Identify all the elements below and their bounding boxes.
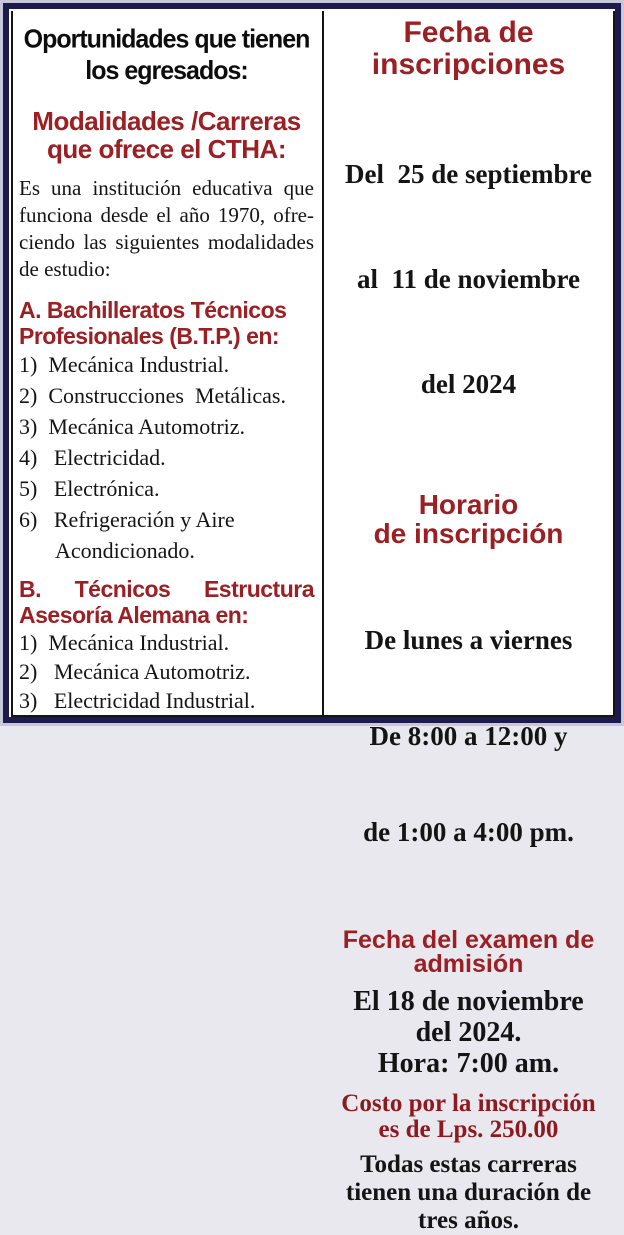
schedule-title-line1: Horario bbox=[418, 489, 519, 520]
duration-text bbox=[328, 1151, 609, 1235]
intro-line2: funciona desde el año 1970, ofre- bbox=[19, 203, 314, 227]
schedule-line1: De lunes a viernes bbox=[364, 625, 573, 655]
exam-block bbox=[328, 928, 609, 1079]
inscription-dates-title bbox=[328, 17, 609, 81]
inscription-dates-line1: Del 25 de septiembre bbox=[345, 159, 592, 189]
cost-line1: Costo por la inscripción bbox=[341, 1090, 596, 1117]
list-item: 4) Electricidad. bbox=[19, 445, 166, 470]
exam-title bbox=[328, 928, 609, 976]
duration-line1: Todas estas carreras bbox=[360, 1151, 577, 1178]
cost-text bbox=[328, 1091, 609, 1143]
cost-line2: es de Lps. 250.00 bbox=[378, 1116, 559, 1143]
inscription-dates-line2: al 11 de noviembre bbox=[356, 264, 580, 294]
institution-intro-paragraph bbox=[19, 175, 314, 283]
inscription-dates-title-line1: Fecha de bbox=[403, 16, 534, 49]
modalities-subtitle bbox=[19, 107, 314, 163]
list-item: 3) Mecánica Automotriz. bbox=[19, 414, 246, 439]
left-column bbox=[11, 11, 324, 717]
schedule-title bbox=[328, 490, 609, 548]
list-item-continuation: Acondicionado. bbox=[55, 538, 195, 563]
duration-block bbox=[328, 1151, 609, 1235]
opportunities-title bbox=[19, 24, 314, 86]
exam-title-line1: Fecha del examen de bbox=[342, 926, 595, 954]
inscription-dates-block bbox=[328, 17, 609, 472]
schedule-title-line2: de inscripción bbox=[373, 518, 564, 549]
exam-line1: El 18 de noviembre bbox=[353, 986, 584, 1017]
section-a-heading bbox=[19, 297, 314, 349]
section-a-heading-line1: A. Bachilleratos Técnicos bbox=[19, 297, 287, 323]
section-b-list bbox=[19, 628, 314, 715]
intro-line1: Es una institución educativa que bbox=[19, 176, 314, 200]
section-a-list bbox=[19, 349, 314, 566]
exam-text bbox=[328, 986, 609, 1079]
inscription-dates-line3: del 2024 bbox=[420, 369, 517, 399]
cost-block bbox=[328, 1091, 609, 1143]
list-item: 5) Electrónica. bbox=[19, 476, 160, 501]
inscription-dates-title-line2: inscripciones bbox=[371, 48, 566, 81]
list-item: 6) Refrigeración y Aire bbox=[19, 507, 235, 532]
exam-line3: Hora: 7:00 am. bbox=[377, 1048, 560, 1079]
list-item: 1) Mecánica Industrial. bbox=[19, 352, 230, 377]
intro-line4: de estudio: bbox=[19, 257, 111, 281]
section-a-heading-line2: Profesionales (B.T.P.) en: bbox=[19, 323, 280, 349]
schedule-block bbox=[328, 490, 609, 912]
exam-line2: del 2024. bbox=[415, 1017, 522, 1048]
schedule-line2: De 8:00 a 12:00 y bbox=[369, 721, 568, 751]
list-item: 3) Electricidad Industrial. bbox=[19, 688, 256, 713]
section-b-heading-line2: Asesoría Alemana en: bbox=[19, 602, 249, 628]
opportunities-title-line1: Oportunidades que tienen bbox=[23, 24, 310, 54]
schedule-text bbox=[328, 560, 609, 912]
right-column bbox=[324, 11, 615, 1234]
modalities-subtitle-line1: Modalidades /Carreras bbox=[32, 106, 301, 136]
schedule-line3: de 1:00 a 4:00 pm. bbox=[363, 817, 574, 847]
flyer-frame bbox=[3, 3, 621, 1234]
list-item: 1) Mecánica Industrial. bbox=[19, 630, 230, 655]
duration-line2: tienen una duración de bbox=[345, 1179, 592, 1206]
section-b-heading-line1: B. Técnicos Estructura bbox=[19, 576, 314, 602]
list-item: 2) Construcciones Metálicas. bbox=[19, 383, 286, 408]
intro-line3: ciendo las siguientes modalidades bbox=[19, 230, 314, 254]
inscription-dates-text bbox=[328, 87, 609, 472]
opportunities-title-line2: los egresados: bbox=[85, 56, 248, 86]
section-b-heading bbox=[19, 576, 314, 628]
exam-title-line2: admisión bbox=[413, 950, 524, 978]
list-item: 2) Mecánica Automotriz. bbox=[19, 659, 251, 684]
modalities-subtitle-line2: que ofrece el CTHA: bbox=[47, 134, 286, 164]
duration-line3: tres años. bbox=[418, 1207, 519, 1234]
